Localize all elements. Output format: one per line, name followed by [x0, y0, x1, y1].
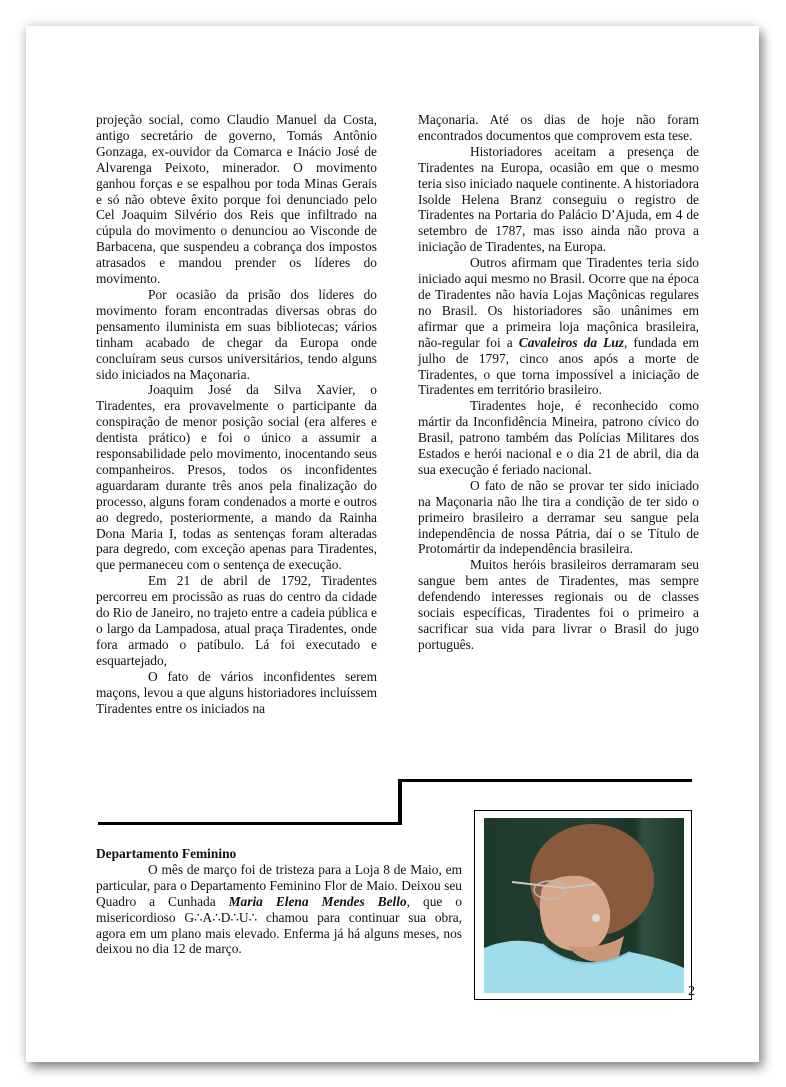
paragraph: Por ocasião da prisão dos líderes do movimento foram encontradas diversas obras do pensamento iluminista em suas bibliotecas; vários tinham acabado de chegar da Europa onde concluíram seus cursos universitários, tendo alguns sido iniciados na Maçonaria.: [96, 286, 377, 382]
divider-line-top-right: [400, 779, 692, 782]
right-column: [418, 112, 699, 653]
paragraph: Joaquim José da Silva Xavier, o Tiradentes, era provavelmente o participante da conspiração de menor posição social (era alferes e dentista prático) e foi o único a assumir a responsabilidade pelo movimento, inocentando seus companheiros. Presos, todos os inconfidentes aguardaram durante três anos pela finalização do processo, alguns foram condenados a morte e outros ao degredo, posteriormente, a mando da Rainha Dona Maria I, todas as sentenças foram alteradas para degredo, com exceção apenas para Tiradentes, que permaneceu com o sentença de execução.: [96, 382, 377, 573]
lodge-name-emphasis: Cavaleiros da Luz: [518, 334, 624, 350]
paragraph: Tiradentes hoje, é reconhecido como mártir da Inconfidência Mineira, patrono cívico do Brasil, patrono também das Polícias Militares dos Estados e herói nacional e o dia 21 de abril, dia da sua execução é feriado nacional.: [418, 398, 699, 477]
left-column: [96, 112, 377, 716]
section-heading: Departamento Feminino: [96, 846, 237, 861]
portrait-illustration: [484, 818, 684, 993]
department-section: [96, 846, 462, 957]
text-run: Outros afirmam que Tiradentes teria sido iniciado aqui mesmo no Brasil. Ocorre que na época de Tiradentes não havia Lojas Maçônicas regulares no Brasil. Os historiadores são unânimes em afirmar que a primeira loja maçônica brasileira, não-regular foi a: [418, 255, 699, 350]
paragraph: Maçonaria. Até os dias de hoje não foram encontrados documentos que comprovem esta tese.: [418, 112, 699, 143]
paragraph: projeção social, como Claudio Manuel da Costa, antigo secretário de governo, Tomás Antônio Gonzaga, ex-ouvidor da Comarca e Inácio José de Alvarenga Peixoto, minerador. O movimento ganhou forças e se espalhou por toda Minas Gerais e só não obteve êxito porque foi denunciado pelo Cel Joaquim Silvério dos Reis que infiltrado na cúpula do movimento o denunciou ao Visconde de Barbacena, que suspendeu a cobrança dos impostos atrasados e mandou prender os líderes do movimento.: [96, 112, 377, 287]
paragraph: O fato de vários inconfidentes serem maçons, levou a que alguns historiadores incluíssem Tiradentes entre os iniciados na: [96, 668, 377, 716]
divider-line-bottom-left: [98, 822, 402, 825]
text-run: , que o misericordioso G∴A∴D∴U∴ chamou para continuar sua obra, agora em um plano mais elevado. Enferma já há alguns meses, nos deixou no dia 12 de março.: [96, 893, 462, 957]
paragraph: Muitos heróis brasileiros derramaram seu sangue bem antes de Tiradentes, mas sempre defendendo interesses regionais ou de classes sociais específicas, Tiradentes foi o primeiro a sacrificar sua vida para livrar o Brasil do jugo português.: [418, 557, 699, 652]
paragraph: O fato de não se provar ter sido iniciado na Maçonaria não lhe tira a condição de ter sido o primeiro brasileiro a derramar seu sangue pela independência de nossa Pátria, daí o se Título de Protomártir da independência brasileira.: [418, 477, 699, 557]
page-number: 2: [688, 984, 695, 999]
divider-line-vertical: [398, 779, 402, 825]
photo-frame: [474, 810, 692, 1000]
portrait-photo: [484, 818, 684, 993]
text-run: O mês de março foi de tristeza para a Loja 8 de Maio, em particular, para o Departamento Feminino Flor de Maio. Deixou seu Quadro a Cunhada: [96, 861, 462, 909]
text-run: , fundada em julho de 1797, cinco anos após a morte de Tiradentes, o que torna impossível a iniciação de Tiradentes em território brasileiro.: [418, 334, 699, 398]
paragraph: [418, 255, 699, 398]
paragraph: [96, 862, 462, 957]
paragraph: Historiadores aceitam a presença de Tiradentes na Europa, ocasião em que o mesmo teria siso iniciado naquele continente. A historiadora Isolde Helena Branz conseguiu o registro de Tiradentes na Portaria do Palácio D’Ajuda, em 4 de setembro de 1787, mas isso ainda não prova a iniciação de Tiradentes, na Europa.: [418, 143, 699, 255]
paragraph: Em 21 de abril de 1792, Tiradentes percorreu em procissão as ruas do centro da cidade do Rio de Janeiro, no trajeto entre a cadeia pública e o largo da Lampadosa, atual praça Tiradentes, onde fora armado o patíbulo. Lá foi executado e esquartejado,: [96, 573, 377, 668]
person-name-emphasis: Maria Elena Mendes Bello: [228, 893, 407, 909]
